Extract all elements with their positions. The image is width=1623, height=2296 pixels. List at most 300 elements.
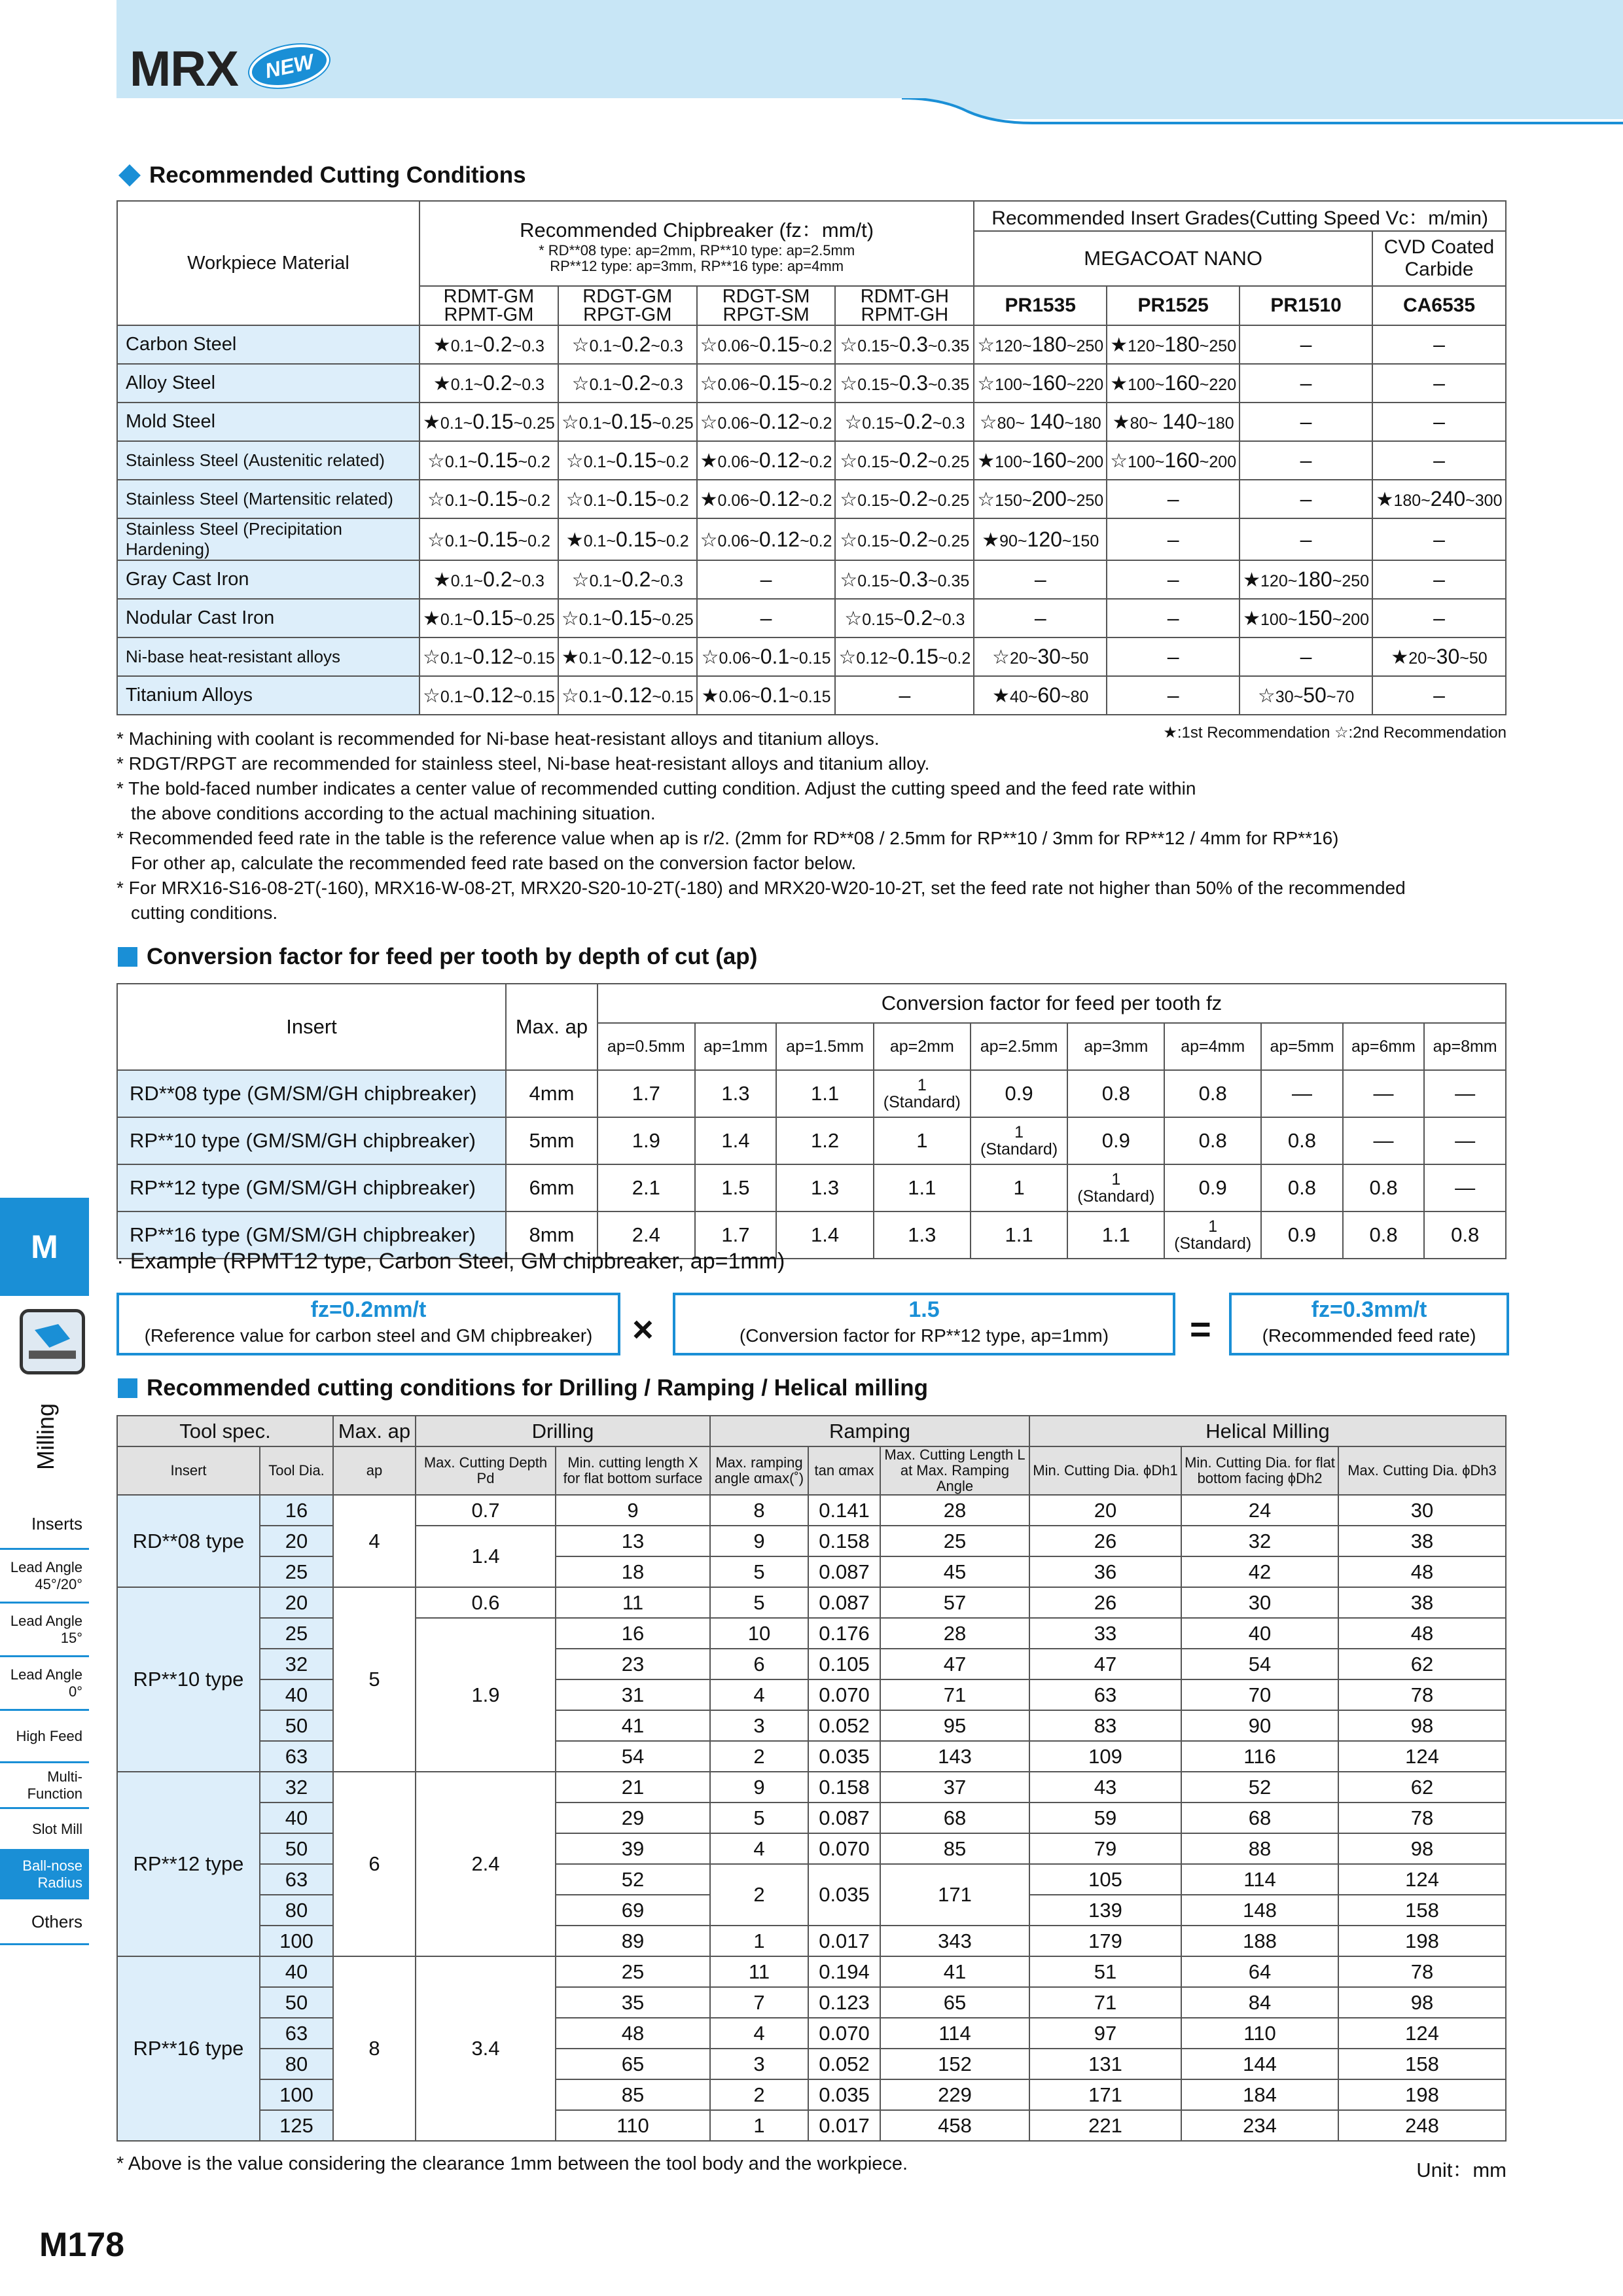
table-row — [117, 1556, 1506, 1587]
col-header: RDMT-GM RPMT-GM — [419, 286, 558, 325]
table-row — [117, 1495, 1506, 1526]
sidebar-item[interactable]: Multi-Function — [0, 1763, 89, 1809]
sidebar-item[interactable]: High Feed — [0, 1711, 89, 1763]
value-cell: 139 — [1029, 1895, 1181, 1926]
value-cell: 5 — [710, 1556, 808, 1587]
value-cell: 39 — [556, 1833, 710, 1864]
factor-cell: 1.1 — [874, 1164, 971, 1211]
example-box-factor: 1.5 (Conversion factor for RP**12 type, ap=1mm) — [673, 1293, 1175, 1355]
table-row — [117, 1741, 1506, 1772]
condition-cell: ☆0.06~0.12~0.2 — [697, 403, 836, 441]
condition-cell: ☆0.1~0.15~0.2 — [419, 518, 558, 560]
material-name: Stainless Steel (Austenitic related) — [117, 441, 419, 480]
value-cell: 48 — [1338, 1556, 1506, 1587]
col-header: PR1535 — [974, 286, 1107, 325]
value-cell: 70 — [1181, 1679, 1338, 1710]
condition-cell: ☆0.1~0.15~0.2 — [558, 480, 697, 518]
material-name: Ni-base heat-resistant alloys — [117, 637, 419, 676]
condition-cell: ★100~160~200 — [974, 441, 1107, 480]
factor-cell: 0.8 — [1343, 1211, 1425, 1259]
table-row — [117, 1526, 1506, 1556]
condition-cell: ☆0.15~0.2~0.3 — [835, 599, 974, 637]
condition-cell: ★0.1~0.2~0.3 — [419, 560, 558, 599]
star-filled-icon: ★ — [433, 569, 451, 591]
max-ap: 4mm — [506, 1070, 597, 1117]
table-row — [117, 441, 1506, 480]
value-cell: 110 — [1181, 2018, 1338, 2049]
condition-cell: – — [1240, 637, 1372, 676]
max-ap: 8mm — [506, 1211, 597, 1259]
condition-cell: ☆100~160~220 — [974, 364, 1107, 403]
condition-cell: – — [974, 560, 1107, 599]
factor-cell: 1 (Standard) — [971, 1117, 1068, 1164]
condition-cell: – — [1240, 480, 1372, 518]
value-cell: 9 — [710, 1526, 808, 1556]
condition-cell: ★0.1~0.15~0.25 — [419, 599, 558, 637]
condition-cell: ★180~240~300 — [1372, 480, 1506, 518]
condition-cell: – — [1107, 637, 1240, 676]
drill-depth: 3.4 — [416, 1956, 556, 2141]
footnote: * Above is the value considering the clearance 1mm between the tool body and the workpiece. — [116, 2153, 908, 2174]
condition-cell: – — [1372, 676, 1506, 715]
insert-name: RP**10 type (GM/SM/GH chipbreaker) — [117, 1117, 506, 1164]
condition-cell: – — [1372, 364, 1506, 403]
condition-cell: ☆0.1~0.12~0.15 — [419, 676, 558, 715]
note-line: * RDGT/RPGT are recommended for stainless steel, Ni-base heat-resistant alloys and titanium alloy. — [116, 753, 930, 774]
drill-depth: 0.6 — [416, 1587, 556, 1618]
ap-header: ap=2mm — [874, 1023, 971, 1070]
ap-header: ap=8mm — [1424, 1023, 1506, 1070]
value-cell: 65 — [556, 2049, 710, 2079]
table-row — [117, 1803, 1506, 1833]
factor-cell: 0.8 — [1067, 1070, 1164, 1117]
insert-name: RD**08 type (GM/SM/GH chipbreaker) — [117, 1070, 506, 1117]
value-cell: 78 — [1338, 1679, 1506, 1710]
value-cell: 18 — [556, 1556, 710, 1587]
ap-header: ap=2.5mm — [971, 1023, 1068, 1070]
condition-cell: ☆30~50~70 — [1240, 676, 1372, 715]
star-outline-icon: ☆ — [838, 647, 857, 668]
value-cell: 152 — [880, 2049, 1029, 2079]
diamond-icon — [118, 164, 141, 187]
equals-sign: = — [1190, 1308, 1211, 1350]
value-cell: 45 — [880, 1556, 1029, 1587]
material-name: Gray Cast Iron — [117, 560, 419, 599]
condition-cell: ★100~160~220 — [1107, 364, 1240, 403]
value-cell: 1 — [710, 2110, 808, 2141]
drill-depth: 0.7 — [416, 1495, 556, 1526]
max-ap: 6 — [333, 1772, 416, 1956]
condition-cell: – — [1240, 364, 1372, 403]
new-badge: NEW — [245, 38, 333, 94]
star-outline-icon: ☆ — [977, 489, 995, 511]
condition-cell: ☆0.15~0.3~0.35 — [835, 560, 974, 599]
value-cell: 171 — [880, 1864, 1029, 1926]
value-cell: 116 — [1181, 1741, 1338, 1772]
factor-cell: 0.8 — [1343, 1164, 1425, 1211]
value-cell: 10 — [710, 1618, 808, 1649]
condition-cell: – — [1240, 518, 1372, 560]
condition-cell: ☆0.1~0.15~0.2 — [419, 480, 558, 518]
star-filled-icon: ★ — [1110, 334, 1128, 356]
tool-dia: 63 — [260, 2018, 333, 2049]
factor-cell: 1.3 — [874, 1211, 971, 1259]
star-filled-icon: ★ — [992, 685, 1010, 707]
tool-dia: 80 — [260, 1895, 333, 1926]
value-cell: 9 — [710, 1772, 808, 1803]
value-cell: 0.070 — [808, 2018, 880, 2049]
condition-cell: ☆100~160~200 — [1107, 441, 1240, 480]
condition-cell: – — [1107, 599, 1240, 637]
tool-dia: 25 — [260, 1556, 333, 1587]
value-cell: 97 — [1029, 2018, 1181, 2049]
condition-cell: ☆0.1~0.15~0.25 — [558, 599, 697, 637]
star-outline-icon: ☆ — [561, 608, 579, 630]
table-row — [117, 1956, 1506, 1987]
value-cell: 64 — [1181, 1956, 1338, 1987]
star-filled-icon: ★ — [565, 529, 584, 551]
value-cell: 59 — [1029, 1803, 1181, 1833]
insert-type: RD**08 type — [117, 1495, 260, 1587]
col-header: PR1525 — [1107, 286, 1240, 325]
table-row — [117, 1772, 1506, 1803]
tool-dia: 63 — [260, 1864, 333, 1895]
sidebar-section-label: Milling — [32, 1403, 59, 1471]
table-row — [117, 1070, 1506, 1117]
note-line: the above conditions according to the actual machining situation. — [131, 803, 656, 823]
star-outline-icon: ☆ — [1110, 450, 1128, 472]
value-cell: 7 — [710, 1987, 808, 2018]
value-cell: 32 — [1181, 1526, 1338, 1556]
condition-cell: – — [1240, 325, 1372, 364]
value-cell: 98 — [1338, 1987, 1506, 2018]
tool-dia: 32 — [260, 1772, 333, 1803]
recommendation-legend: ★:1st Recommendation ☆:2nd Recommendation — [1163, 724, 1507, 742]
condition-cell: ☆0.06~0.15~0.2 — [697, 325, 836, 364]
square-icon — [118, 1378, 137, 1398]
table-row — [117, 480, 1506, 518]
table-row — [117, 2049, 1506, 2079]
drill-depth: 2.4 — [416, 1772, 556, 1956]
table-row — [117, 364, 1506, 403]
value-cell: 26 — [1029, 1526, 1181, 1556]
ap-header: ap=1.5mm — [776, 1023, 874, 1070]
sidebar-tab-m[interactable]: M — [0, 1198, 89, 1296]
condition-cell: – — [1372, 518, 1506, 560]
sidebar-item[interactable]: Lead Angle 0° — [0, 1657, 89, 1711]
factor-cell: — — [1424, 1070, 1506, 1117]
factor-cell: — — [1424, 1117, 1506, 1164]
header-curve — [116, 98, 1623, 124]
value-cell: 23 — [556, 1649, 710, 1679]
value-cell: 0.070 — [808, 1833, 880, 1864]
value-cell: 98 — [1338, 1710, 1506, 1741]
table-row — [117, 325, 1506, 364]
value-cell: 21 — [556, 1772, 710, 1803]
table-row — [117, 403, 1506, 441]
star-filled-icon: ★ — [700, 450, 718, 472]
table-row — [117, 2079, 1506, 2110]
value-cell: 54 — [556, 1741, 710, 1772]
table-row — [117, 560, 1506, 599]
sidebar-item[interactable]: Lead Angle 45°/20° — [0, 1550, 89, 1604]
sidebar-item[interactable]: Ball-nose Radius — [0, 1851, 89, 1899]
value-cell: 229 — [880, 2079, 1029, 2110]
factor-cell: 0.8 — [1261, 1164, 1343, 1211]
tool-dia: 80 — [260, 2049, 333, 2079]
value-cell: 31 — [556, 1679, 710, 1710]
factor-cell: 1.1 — [971, 1211, 1068, 1259]
tool-dia: 125 — [260, 2110, 333, 2141]
col-header: RDGT-SM RPGT-SM — [697, 286, 836, 325]
insert-name: RP**12 type (GM/SM/GH chipbreaker) — [117, 1164, 506, 1211]
sidebar-item[interactable]: Slot Mill — [0, 1809, 89, 1851]
condition-cell: ☆150~200~250 — [974, 480, 1107, 518]
table-row — [117, 637, 1506, 676]
factor-cell: 0.8 — [1261, 1117, 1343, 1164]
value-cell: 54 — [1181, 1649, 1338, 1679]
value-cell: 47 — [1029, 1649, 1181, 1679]
sidebar-item[interactable]: Lead Angle 15° — [0, 1604, 89, 1657]
value-cell: 0.141 — [808, 1495, 880, 1526]
value-cell: 78 — [1338, 1803, 1506, 1833]
value-cell: 37 — [880, 1772, 1029, 1803]
factor-cell: 1.4 — [776, 1211, 874, 1259]
value-cell: 41 — [880, 1956, 1029, 1987]
value-cell: 42 — [1181, 1556, 1338, 1587]
material-name: Titanium Alloys — [117, 676, 419, 715]
condition-cell: ☆0.15~0.2~0.25 — [835, 480, 974, 518]
condition-cell: ☆0.15~0.2~0.25 — [835, 441, 974, 480]
value-cell: 0.052 — [808, 2049, 880, 2079]
value-cell: 11 — [556, 1587, 710, 1618]
value-cell: 188 — [1181, 1926, 1338, 1956]
condition-cell: ☆20~30~50 — [974, 637, 1107, 676]
condition-cell: ★0.1~0.15~0.2 — [558, 518, 697, 560]
star-outline-icon: ☆ — [840, 529, 858, 551]
value-cell: 0.087 — [808, 1587, 880, 1618]
condition-cell: ★0.1~0.2~0.3 — [419, 364, 558, 403]
factor-cell: 0.8 — [1164, 1117, 1261, 1164]
value-cell: 3 — [710, 1710, 808, 1741]
value-cell: 47 — [880, 1649, 1029, 1679]
value-cell: 0.158 — [808, 1526, 880, 1556]
condition-cell: – — [835, 676, 974, 715]
col-header: RDGT-GM RPGT-GM — [558, 286, 697, 325]
value-cell: 51 — [1029, 1956, 1181, 1987]
value-cell: 234 — [1181, 2110, 1338, 2141]
cutting-conditions-table: Workpiece Material Recommended Chipbreaker (fz：mm/t) * RD**08 type: ap=2mm, RP**10 type: ap=2.5mm RP**12 type: ap=3mm, RP**16 type: ap=4mm Recommended Insert Grades(Cutting Speed Vc：m/min) MEGACOAT NANO CVD Coated Carbide RDMT-GM RPMT-GM RDGT-GM RPGT-GM RDGT-SM RPGT-SM RDMT-GH RPMT-GH PR1535 PR1525 PR1510 CA6535 Carbon Steel ★0.1~0.2~0.3 ☆0.1~0.2~0.3 ☆0.06~0.15~0.2 ☆0.15~0.3~0.35 ☆120~180~250 ★120~180~250 – – Alloy Steel ★0.1~0.2~0.3 ☆0.1~0.2~0.3 ☆0.06~0.15~0.2 ☆0.15~0.3~0.35 ☆100~160~220 ★100~160~220 – – Mold Steel ★0.1~0.15~0.25 ☆0.1~0.15~0.25 ☆0.06~0.12~0.2 ☆0.15~0.2~0.3 ☆80~ 140~180 ★80~ 140~180 – – Stainless Steel (Austenitic related) ☆0.1~0.15~0.2 ☆0.1~0.15~0.2 ★0.06~0.12~0.2 ☆0.15~0.2~0.25 ★100~160~200 ☆100~160~200 – – Stainless Steel (Martensitic related) ☆0.1~0.15~0.2 ☆0.1~0.15~0.2 ★0.06~0.12~0.2 ☆0.15~0.2~0.25 ☆150~200~250 – – ★180~240~300 Stainless Steel (Precipitation Hardening) ☆0.1~0.15~0.2 ★0.1~0.15~0.2 ☆0.06~0.12~0.2 ☆0.15~0.2~0.25 ★90~120~150 – – – Gray Cast Iron ★0.1~0.2~0.3 ☆0.1~0.2~0.3 – ☆0.15~0.3~0.35 – – ★120~180~250 – Nodular Cast Iron ★0.1~0.15~0.25 ☆0.1~0.15~0.25 – ☆0.15~0.2~0.3 – – ★100~150~200 – Ni-base heat-resistant alloys ☆0.1~0.12~0.15 ★0.1~0.12~0.15 ☆0.06~0.1~0.15 ☆0.12~0.15~0.2 ☆20~30~50 – – ★20~30~50 Titanium Alloys ☆0.1~0.12~0.15 ☆0.1~0.12~0.15 ★0.06~0.1~0.15 – ★40~60~80 – ☆30~50~70 – — [116, 200, 1507, 715]
value-cell: 89 — [556, 1926, 710, 1956]
condition-cell: ☆0.1~0.12~0.15 — [419, 637, 558, 676]
condition-cell: – — [1240, 403, 1372, 441]
value-cell: 90 — [1181, 1710, 1338, 1741]
table-row — [117, 1164, 1506, 1211]
note-line: * The bold-faced number indicates a center value of recommended cutting condition. Adjust the cutting speed and the feed rate within — [116, 778, 1196, 798]
col-header: PR1510 — [1240, 286, 1372, 325]
star-filled-icon: ★ — [433, 334, 451, 356]
value-cell: 71 — [880, 1679, 1029, 1710]
value-cell: 84 — [1181, 1987, 1338, 2018]
condition-cell: – — [1240, 441, 1372, 480]
value-cell: 28 — [880, 1618, 1029, 1649]
value-cell: 20 — [1029, 1495, 1181, 1526]
value-cell: 124 — [1338, 1741, 1506, 1772]
value-cell: 1 — [710, 1926, 808, 1956]
factor-cell: 0.8 — [1424, 1211, 1506, 1259]
value-cell: 0.070 — [808, 1679, 880, 1710]
value-cell: 28 — [880, 1495, 1029, 1526]
tool-dia: 40 — [260, 1956, 333, 1987]
value-cell: 33 — [1029, 1618, 1181, 1649]
table-row — [117, 599, 1506, 637]
star-outline-icon: ☆ — [840, 334, 858, 356]
drill-depth: 1.4 — [416, 1526, 556, 1587]
condition-cell: ★20~30~50 — [1372, 637, 1506, 676]
condition-cell: – — [1107, 560, 1240, 599]
value-cell: 0.052 — [808, 1710, 880, 1741]
value-cell: 248 — [1338, 2110, 1506, 2141]
star-filled-icon: ★ — [423, 608, 440, 630]
note-line: * Machining with coolant is recommended for Ni-base heat-resistant alloys and titanium alloys. — [116, 728, 880, 749]
star-filled-icon: ★ — [701, 685, 719, 707]
factor-cell: 1.2 — [776, 1117, 874, 1164]
value-cell: 0.017 — [808, 2110, 880, 2141]
condition-cell: ☆0.1~0.12~0.15 — [558, 676, 697, 715]
value-cell: 88 — [1181, 1833, 1338, 1864]
value-cell: 124 — [1338, 1864, 1506, 1895]
square-icon — [118, 947, 137, 967]
note-line: * Recommended feed rate in the table is the reference value when ap is r/2. (2mm for RD**08 / 2.5mm for RP**10 / 3mm for RP**12 / 4mm for RP**16) — [116, 828, 1339, 848]
star-filled-icon: ★ — [1243, 569, 1261, 591]
value-cell: 38 — [1338, 1587, 1506, 1618]
value-cell: 0.035 — [808, 2079, 880, 2110]
milling-cutter-icon — [20, 1309, 85, 1374]
value-cell: 85 — [556, 2079, 710, 2110]
star-outline-icon: ☆ — [979, 412, 997, 433]
table-row — [117, 1926, 1506, 1956]
table-row — [117, 1618, 1506, 1649]
value-cell: 8 — [710, 1495, 808, 1526]
value-cell: 143 — [880, 1741, 1029, 1772]
star-filled-icon: ★ — [1112, 412, 1130, 433]
unit-label: Unit：mm — [1416, 2159, 1507, 2181]
value-cell: 343 — [880, 1926, 1029, 1956]
condition-cell: ★120~180~250 — [1107, 325, 1240, 364]
factor-cell: 0.8 — [1164, 1070, 1261, 1117]
note-line: cutting conditions. — [131, 903, 278, 923]
factor-cell: 1.1 — [1067, 1211, 1164, 1259]
factor-cell: 1 (Standard) — [874, 1070, 971, 1117]
value-cell: 114 — [880, 2018, 1029, 2049]
value-cell: 52 — [1181, 1772, 1338, 1803]
condition-cell: ★0.06~0.12~0.2 — [697, 480, 836, 518]
sidebar-nav — [0, 1499, 89, 1945]
star-outline-icon: ☆ — [561, 685, 579, 707]
value-cell: 25 — [880, 1526, 1029, 1556]
value-cell: 30 — [1338, 1495, 1506, 1526]
tool-dia: 100 — [260, 1926, 333, 1956]
value-cell: 35 — [556, 1987, 710, 2018]
tool-dia: 20 — [260, 1587, 333, 1618]
example-box-reference: fz=0.2mm/t (Reference value for carbon steel and GM chipbreaker) — [116, 1293, 620, 1355]
star-outline-icon: ☆ — [700, 412, 718, 433]
material-name: Mold Steel — [117, 403, 419, 441]
factor-cell: 0.9 — [1067, 1117, 1164, 1164]
value-cell: 184 — [1181, 2079, 1338, 2110]
star-outline-icon: ☆ — [840, 450, 858, 472]
table-row — [117, 518, 1506, 560]
star-outline-icon: ☆ — [427, 450, 445, 472]
condition-cell: ☆0.1~0.2~0.3 — [558, 560, 697, 599]
condition-cell: ☆0.15~0.3~0.35 — [835, 364, 974, 403]
table-row — [117, 1710, 1506, 1741]
value-cell: 4 — [710, 1833, 808, 1864]
star-outline-icon: ☆ — [565, 489, 584, 511]
value-cell: 0.105 — [808, 1649, 880, 1679]
factor-cell: 1.4 — [695, 1117, 777, 1164]
star-outline-icon: ☆ — [992, 647, 1010, 668]
condition-cell: ☆0.1~0.15~0.2 — [558, 441, 697, 480]
tool-dia: 40 — [260, 1679, 333, 1710]
star-filled-icon: ★ — [1243, 608, 1261, 630]
section-heading-drilling: Recommended cutting conditions for Drilling / Ramping / Helical milling — [118, 1375, 928, 1401]
star-outline-icon: ☆ — [701, 647, 719, 668]
table-row — [117, 1864, 1506, 1895]
sidebar-item[interactable]: Others — [0, 1899, 89, 1945]
value-cell: 171 — [1029, 2079, 1181, 2110]
value-cell: 110 — [556, 2110, 710, 2141]
tool-dia: 40 — [260, 1803, 333, 1833]
tool-dia: 25 — [260, 1618, 333, 1649]
factor-cell: 1.7 — [695, 1211, 777, 1259]
star-filled-icon: ★ — [423, 412, 440, 433]
condition-cell: – — [974, 599, 1107, 637]
star-filled-icon: ★ — [700, 489, 718, 511]
star-outline-icon: ☆ — [844, 608, 863, 630]
value-cell: 11 — [710, 1956, 808, 1987]
value-cell: 2 — [710, 1741, 808, 1772]
value-cell: 30 — [1181, 1587, 1338, 1618]
value-cell: 79 — [1029, 1833, 1181, 1864]
sidebar-item[interactable]: Inserts — [0, 1499, 89, 1550]
factor-cell: 1 — [874, 1117, 971, 1164]
value-cell: 0.123 — [808, 1987, 880, 2018]
star-filled-icon: ★ — [561, 647, 579, 668]
value-cell: 4 — [710, 1679, 808, 1710]
max-ap: 8 — [333, 1956, 416, 2141]
star-outline-icon: ☆ — [427, 489, 445, 511]
value-cell: 0.035 — [808, 1741, 880, 1772]
value-cell: 0.176 — [808, 1618, 880, 1649]
section-heading-conversion: Conversion factor for feed per tooth by depth of cut (ap) — [118, 944, 757, 970]
value-cell: 105 — [1029, 1864, 1181, 1895]
condition-cell: – — [697, 599, 836, 637]
example-title: · Example (RPMT12 type, Carbon Steel, GM chipbreaker, ap=1mm) — [116, 1249, 785, 1274]
table-row — [117, 676, 1506, 715]
tool-dia: 32 — [260, 1649, 333, 1679]
value-cell: 0.194 — [808, 1956, 880, 1987]
factor-cell: 1 — [971, 1164, 1068, 1211]
condition-cell: ☆0.06~0.15~0.2 — [697, 364, 836, 403]
condition-cell: ☆0.1~0.2~0.3 — [558, 325, 697, 364]
star-filled-icon: ★ — [433, 373, 451, 395]
star-outline-icon: ☆ — [840, 569, 858, 591]
condition-cell: ★0.1~0.2~0.3 — [419, 325, 558, 364]
value-cell: 9 — [556, 1495, 710, 1526]
condition-cell: ★40~60~80 — [974, 676, 1107, 715]
conversion-factor-table: Insert Max. ap Conversion factor for feed per tooth fz ap=0.5mm ap=1mm ap=1.5mm ap=2mm ap=2.5mm ap=3mm ap=4mm ap=5mm ap=6mm ap=8mm RD**08 type (GM/SM/GH chipbreaker) 4mm 1.7 1.3 1.1 1 (Standard) 0.9 0.8 0.8 — — — RP**10 type (GM/SM/GH chipbreaker) 5mm 1.9 1.4 1.2 1 1 (Standard) 0.9 0.8 0.8 — — RP**12 type (GM/SM/GH chipbreaker) 6mm 2.1 1.5 1.3 1.1 1 1 (Standard) 0.9 0.8 0.8 — RP**16 type (GM/SM/GH chipbreaker) 8mm 2.4 1.7 1.4 1.3 1.1 1.1 1 (Standard) 0.9 0.8 0.8 — [116, 983, 1507, 1259]
